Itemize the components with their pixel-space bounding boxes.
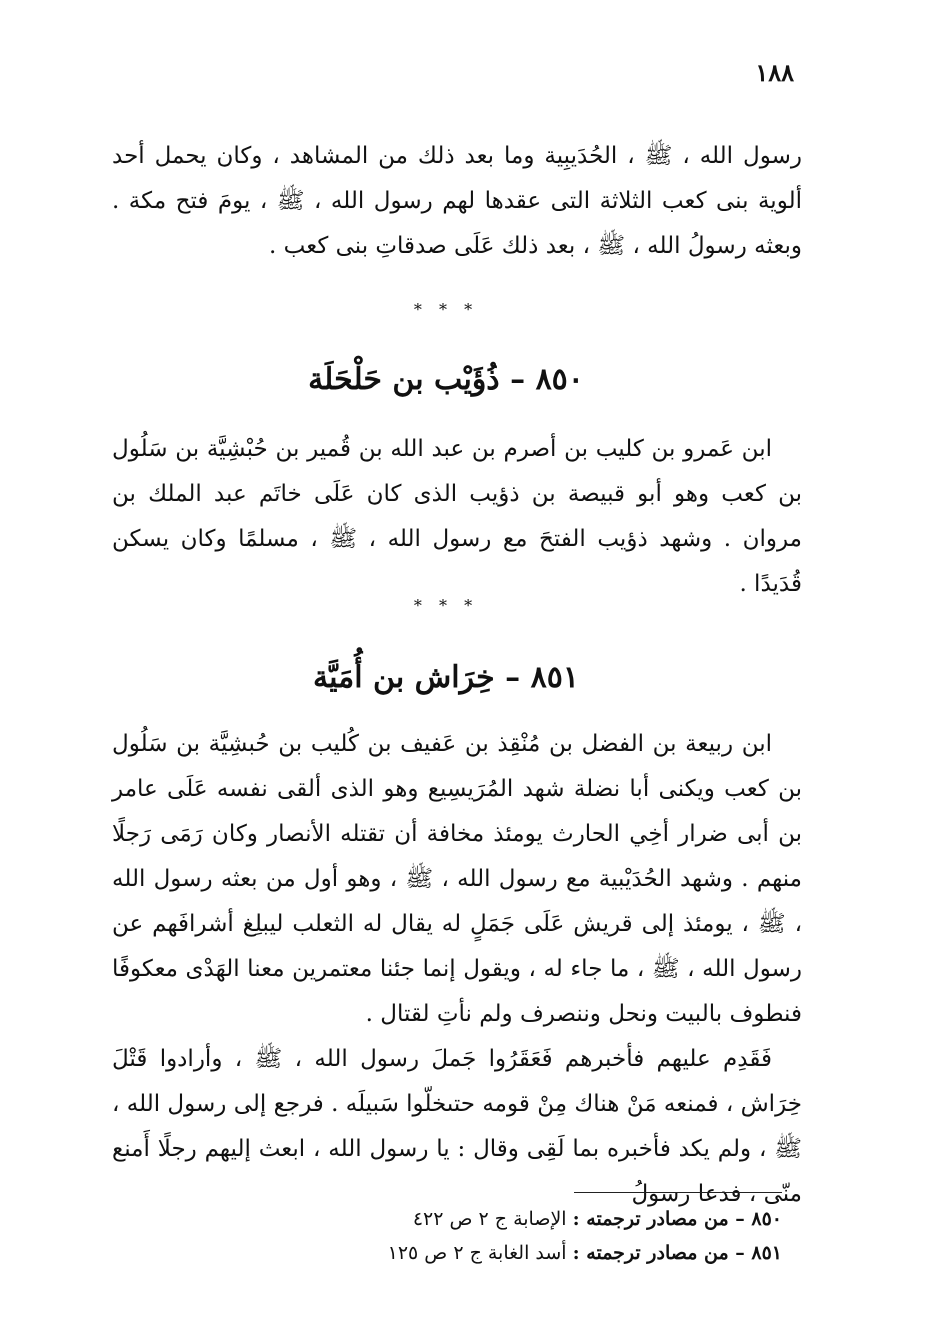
entry-851-paragraph-1: ابن ربيعة بن الفضل بن مُنْقِذ بن عَفيف بن كُليب بن حُبشِيَّة بن سَلُول بن كعب ويكنى أبا نضلة شهد المُرَيسِيع وهو الذى ألقى نفسه عَلَى عامر بن أبى ضرار أخِي الحارث يومئذ مخافة أن تقتله الأنصار وكان رَمَى رَجلًا منهم . وشهد الحُدَيْبية مع رسول الله ، ﷺ ، وهو أول من بعثه رسول الله ، ﷺ ، يومئذ إلى قريش عَلَى جَمَلٍ له يقال له الثعلب ليبلِغ أشرافَهم عن رسول الله ، ﷺ ، ما جاء له ، ويقول إنما جئنا معتمرين معنا الهَدْى معكوفًا فنطوف بالبيت ونحل وننصرف ولم نأتِ لقتال . (112, 731, 802, 1027)
entry-851-paragraph-2: فَقَدِم عليهم فأخبرهم فَعَقَرُوا جَملَ رسول الله ، ﷺ ، وأرادوا قَتْلَ خِرَاش ، فمنعه مَنْ هناك مِنْ قومه حتىخلّوا سَبيلَه . فرجع إلى رسول الله ، ﷺ ، ولم يكد فأخبره بما لَقِى وقال : يا رسول الله ، ابعث إليهم رجلًا أَمنع منّى ، فدعا رسولُ (112, 1046, 802, 1207)
footnotes (142, 1202, 782, 1270)
footnote-851-label: ٨٥١ – من مصادر ترجمته : (572, 1242, 782, 1264)
entry-850-paragraph-1: ابن عَمرو بن كليب بن أصرم بن عبد الله بن قُمير بن حُبْشِيَّة بن سَلُول بن كعب وهو أبو قبيصة بن ذؤيب الذى كان عَلَى خاتَم عبد الملك بن مروان . وشهد ذؤيب الفتحَ مع رسول الله ، ﷺ ، مسلمًا وكان يسكن قُدَيدًا . (112, 436, 802, 597)
footnote-850-text: الإصابة ج ٢ ص ٤٢٢ (412, 1208, 567, 1230)
page-number: ١٨٨ (755, 58, 794, 87)
entry-title-850: ٨٥٠ – ذُؤَيْب بن حَلْحَلَة (308, 362, 584, 397)
intro-paragraph: رسول الله ، ﷺ ، الحُدَيبِية وما بعد ذلك من المشاهد ، وكان يحمل أحد ألوية بنى كعب الثلاثة التى عقدها لهم رسول الله ، ﷺ ، يومَ فتح مكة . وبعثه رسولُ الله ، ﷺ ، بعد ذلك عَلَى صدقاتِ بنى كعب . (112, 143, 802, 259)
footnote-851-text: أسد الغابة ج ٢ ص ١٢٥ (387, 1242, 567, 1264)
footnote-850-label: ٨٥٠ – من مصادر ترجمته : (572, 1208, 782, 1230)
intro-paragraph-block (112, 134, 802, 269)
entry-851-body (112, 722, 802, 1217)
entry-850-body (112, 427, 802, 607)
footnote-divider (574, 1192, 782, 1193)
section-separator-2: * * * (413, 596, 479, 615)
footnote-851 (142, 1236, 782, 1270)
section-separator-1: * * * (413, 300, 479, 319)
entry-title-851: ٨٥١ – خِرَاش بن أُمَيَّة (313, 660, 579, 695)
footnote-850 (142, 1202, 782, 1236)
